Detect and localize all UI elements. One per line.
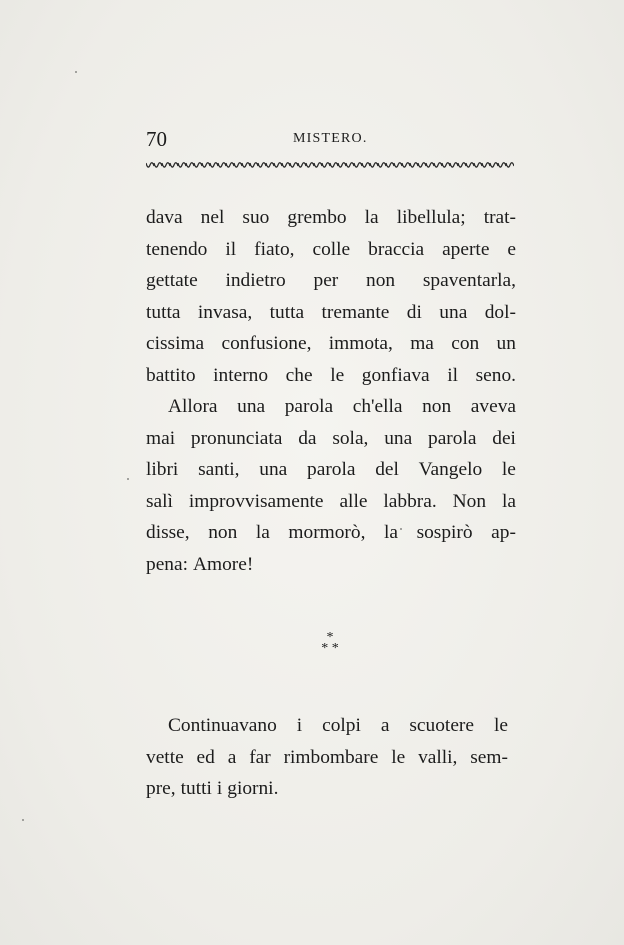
ornament-segment bbox=[282, 163, 290, 167]
ornament-segment bbox=[410, 163, 418, 167]
word: la bbox=[255, 522, 270, 543]
word: invasa, bbox=[197, 301, 253, 323]
word: non bbox=[422, 396, 452, 417]
word: battito bbox=[146, 364, 196, 386]
ornament-segment bbox=[242, 163, 250, 167]
text-line bbox=[146, 742, 508, 774]
word: nel bbox=[200, 207, 225, 228]
running-title: MISTERO. bbox=[293, 131, 368, 146]
word: a bbox=[380, 715, 390, 736]
word: parola bbox=[284, 396, 334, 417]
ornament-segment bbox=[194, 163, 202, 167]
page-number: 70 bbox=[146, 127, 167, 151]
word: tremante bbox=[321, 301, 390, 323]
word: Allora bbox=[168, 396, 218, 417]
word: a bbox=[227, 746, 237, 768]
ornament-segment bbox=[338, 163, 346, 167]
word: le bbox=[330, 364, 345, 386]
asterism-bottom: * * bbox=[321, 641, 339, 656]
word: tutta bbox=[146, 301, 181, 323]
word: suo bbox=[242, 207, 270, 228]
word: parola bbox=[428, 427, 477, 449]
word: le bbox=[391, 746, 406, 768]
word: giorni. bbox=[227, 778, 279, 799]
word: trat- bbox=[483, 207, 516, 228]
text-line bbox=[146, 773, 508, 805]
word: vette bbox=[146, 746, 184, 768]
word: una bbox=[384, 427, 413, 449]
section-text bbox=[146, 710, 508, 805]
word: con bbox=[451, 333, 480, 354]
word: sem- bbox=[470, 746, 508, 768]
ornament-segment bbox=[274, 163, 282, 167]
word: labbra. bbox=[383, 490, 437, 512]
word: interno bbox=[213, 364, 269, 386]
text-line bbox=[146, 423, 516, 455]
word: salì bbox=[146, 490, 173, 512]
word: aveva bbox=[470, 396, 516, 417]
word: mai bbox=[146, 427, 176, 449]
ornament-segment bbox=[178, 163, 186, 167]
ornament-segment bbox=[306, 163, 314, 167]
text-line bbox=[146, 710, 508, 742]
ornament-segment bbox=[466, 163, 474, 167]
ornament-segment bbox=[370, 163, 378, 167]
word: del bbox=[375, 459, 399, 480]
text-line bbox=[146, 549, 516, 581]
word: tutti bbox=[180, 778, 212, 799]
text-line bbox=[146, 360, 516, 392]
word: Amore! bbox=[193, 553, 254, 575]
word: tutta bbox=[269, 301, 305, 323]
paragraph-1 bbox=[146, 202, 516, 391]
word: Continuavano bbox=[168, 715, 277, 736]
text-line bbox=[146, 454, 516, 486]
word: le bbox=[493, 715, 508, 736]
word: valli, bbox=[418, 746, 458, 768]
word: alle bbox=[339, 490, 368, 512]
text-line bbox=[146, 234, 516, 266]
text-line bbox=[146, 297, 516, 329]
word: parola bbox=[307, 459, 356, 480]
ornament-segment bbox=[402, 163, 410, 167]
ornament-segment bbox=[442, 163, 450, 167]
word: Vangelo bbox=[418, 459, 483, 480]
word: la bbox=[501, 490, 516, 512]
ornament-segment bbox=[378, 163, 386, 167]
word: rimbombare bbox=[283, 746, 379, 768]
ornament-segment bbox=[506, 163, 514, 167]
word: non bbox=[208, 522, 238, 543]
word: la bbox=[384, 522, 398, 543]
word: improvvisamente bbox=[188, 490, 324, 512]
word: non bbox=[366, 270, 396, 291]
word: tenendo bbox=[146, 238, 208, 260]
word: indietro bbox=[225, 270, 286, 291]
ornament-segment bbox=[418, 163, 426, 167]
word: ap- bbox=[491, 522, 516, 543]
paper-speck bbox=[400, 528, 402, 530]
word: dava bbox=[146, 207, 183, 228]
ornament-segment bbox=[218, 163, 226, 167]
ornament-segment bbox=[258, 163, 266, 167]
word: aperte bbox=[442, 238, 490, 260]
word: colpi bbox=[322, 715, 361, 736]
word: immota, bbox=[328, 333, 393, 354]
ornament-segment bbox=[290, 163, 298, 167]
ornament-segment bbox=[298, 163, 306, 167]
ornament-segment bbox=[146, 163, 154, 167]
ornament-segment bbox=[450, 163, 458, 167]
word: grembo bbox=[287, 207, 347, 228]
word: colle bbox=[312, 238, 351, 260]
word: i bbox=[216, 778, 223, 799]
paragraph-3 bbox=[146, 710, 508, 805]
word: e bbox=[507, 238, 516, 260]
ornament-segment bbox=[330, 163, 338, 167]
ornament-segment bbox=[394, 163, 402, 167]
paper-speck bbox=[127, 478, 129, 480]
word: braccia bbox=[368, 238, 425, 260]
paper-speck bbox=[75, 71, 77, 73]
word: scuotere bbox=[409, 715, 474, 736]
page-header bbox=[146, 127, 516, 157]
word: da bbox=[298, 427, 317, 449]
word: pre, bbox=[146, 778, 176, 799]
ornament-segment bbox=[154, 163, 162, 167]
ornament-segment bbox=[322, 163, 330, 167]
ornament-segment bbox=[234, 163, 242, 167]
ornament-segment bbox=[362, 163, 370, 167]
word: santi, bbox=[198, 459, 240, 480]
word: gettate bbox=[146, 270, 198, 291]
word: dol- bbox=[484, 301, 516, 323]
ornament-segment bbox=[314, 163, 322, 167]
text-line bbox=[146, 328, 516, 360]
ornament-segment bbox=[226, 163, 234, 167]
word: il bbox=[225, 238, 237, 260]
text-line bbox=[146, 517, 516, 549]
ornament-segment bbox=[250, 163, 258, 167]
word: ma bbox=[410, 333, 434, 354]
ornament-segment bbox=[210, 163, 218, 167]
word: pronunciata bbox=[190, 427, 283, 449]
word: un bbox=[496, 333, 516, 354]
ornament-segment bbox=[162, 163, 170, 167]
ornament-segment bbox=[498, 163, 506, 167]
ornament-segment bbox=[482, 163, 490, 167]
decorative-rule-ornament bbox=[146, 160, 514, 172]
word: una bbox=[439, 301, 468, 323]
word: gonfiava bbox=[361, 364, 430, 386]
word: dei bbox=[492, 427, 516, 449]
text-line bbox=[146, 265, 516, 297]
word: i bbox=[296, 715, 303, 736]
word: le bbox=[501, 459, 516, 480]
ornament-segment bbox=[490, 163, 498, 167]
word: mormorò, bbox=[288, 522, 366, 543]
paper-speck bbox=[22, 819, 24, 821]
word: sospirò bbox=[416, 522, 473, 543]
text-line bbox=[146, 486, 516, 518]
ornament-segment bbox=[266, 163, 274, 167]
word: libellula; bbox=[396, 207, 466, 228]
ornament-segment bbox=[170, 163, 178, 167]
word: la bbox=[364, 207, 379, 228]
word: pena: bbox=[146, 553, 188, 575]
word: seno. bbox=[475, 364, 516, 386]
ornament-segment bbox=[354, 163, 362, 167]
word: una bbox=[259, 459, 288, 480]
word: disse, bbox=[146, 522, 190, 543]
ornament-segment bbox=[426, 163, 434, 167]
word: cissima bbox=[146, 333, 205, 354]
word: sola, bbox=[332, 427, 369, 449]
ornament-segment bbox=[386, 163, 394, 167]
word: spaventarla, bbox=[422, 270, 516, 291]
ornament-segment bbox=[346, 163, 354, 167]
word: ch'ella bbox=[352, 396, 403, 417]
text-line bbox=[146, 391, 516, 423]
word: far bbox=[249, 746, 271, 768]
text-line bbox=[146, 202, 516, 234]
word: libri bbox=[146, 459, 179, 480]
section-break-asterism bbox=[300, 632, 360, 662]
word: confusione, bbox=[221, 333, 312, 354]
ornament-segment bbox=[186, 163, 194, 167]
main-text bbox=[146, 202, 516, 580]
ornament-segment bbox=[458, 163, 466, 167]
ornament-segment bbox=[202, 163, 210, 167]
word: Non bbox=[452, 490, 487, 512]
word: di bbox=[406, 301, 422, 323]
word: una bbox=[237, 396, 266, 417]
word: per bbox=[313, 270, 339, 291]
word: che bbox=[285, 364, 313, 386]
word: ed bbox=[196, 746, 215, 768]
word: il bbox=[447, 364, 458, 386]
paragraph-2 bbox=[146, 391, 516, 580]
ornament-segment bbox=[474, 163, 482, 167]
ornament-segment bbox=[434, 163, 442, 167]
word: fiato, bbox=[254, 238, 295, 260]
asterism-top: * bbox=[326, 630, 334, 645]
